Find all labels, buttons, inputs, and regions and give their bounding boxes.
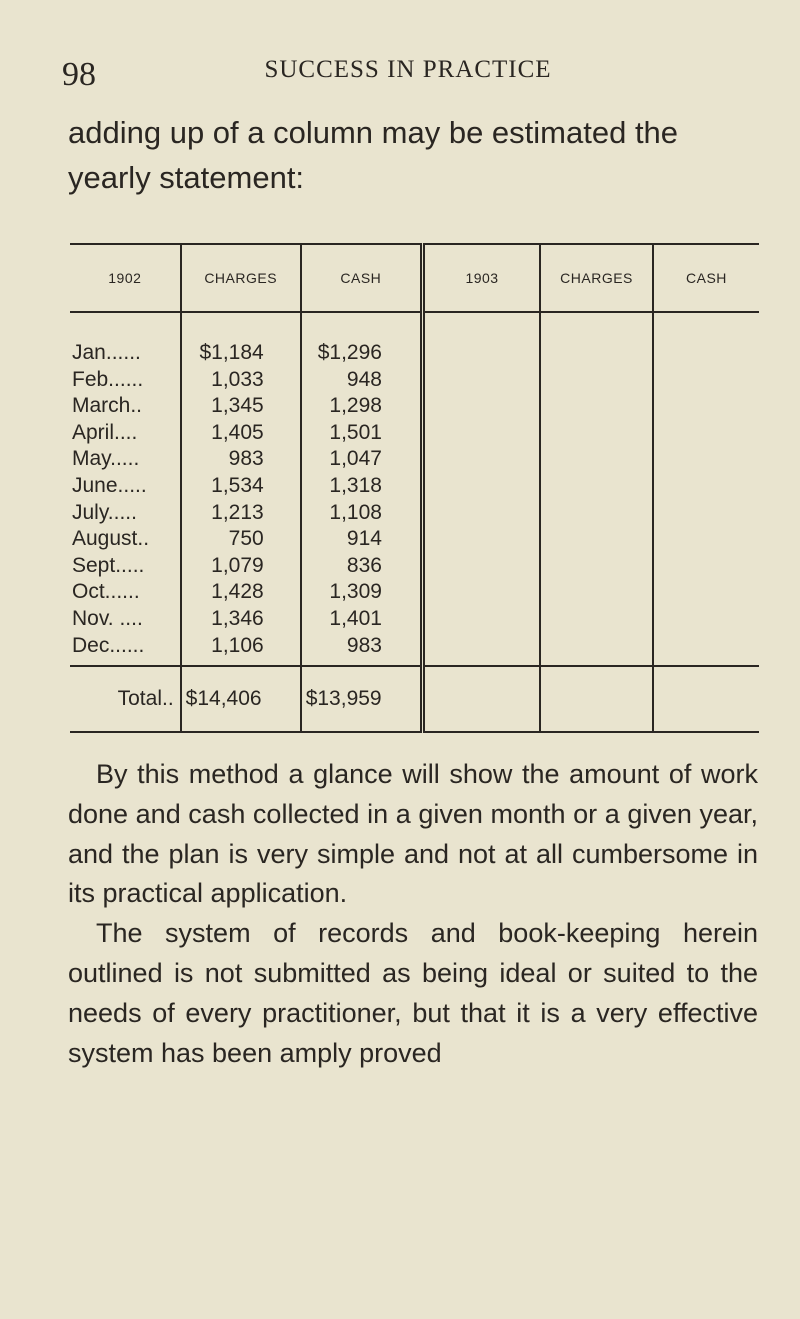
cash-value: 914	[346, 527, 382, 551]
charges-1902-column	[181, 312, 301, 666]
charges-value: 1,033	[211, 367, 264, 391]
month-label: July.....	[72, 500, 137, 524]
charges-value: 1,079	[211, 553, 264, 577]
cash-value: 1,108	[329, 500, 382, 524]
cash-value: $1,296	[317, 341, 382, 364]
month-label: Feb......	[72, 367, 144, 391]
cash-value: 1,309	[329, 580, 382, 604]
header-charges-1902: CHARGES	[181, 244, 301, 312]
month-label: Dec......	[72, 633, 145, 657]
charges-value: $1,184	[199, 341, 264, 364]
page-number: 98	[62, 56, 96, 93]
cash-value: 1,501	[329, 420, 382, 444]
month-label: Sept.....	[72, 553, 145, 577]
header-1903: 1903	[422, 244, 540, 312]
cash-1902-column	[301, 312, 423, 666]
yearly-statement-table	[70, 243, 759, 733]
cash-value: 1,401	[329, 606, 382, 630]
closing-paragraph-2: The system of records and book-keeping herein outlined is not submitted as being ideal or suited to the needs of every practitioner, but that it is a very effective system has been amply proved	[68, 918, 758, 1068]
cash-value: 836	[346, 553, 382, 577]
month-label: May.....	[72, 447, 140, 471]
total-cash: $13,959	[301, 666, 423, 732]
charges-value: 750	[228, 527, 264, 551]
total-row	[70, 666, 759, 732]
cash-value: 1,318	[329, 473, 382, 497]
cash-value: 983	[346, 633, 382, 657]
cash-value: 1,047	[329, 447, 382, 471]
charges-value: 1,213	[211, 500, 264, 524]
closing-text	[68, 755, 758, 1073]
month-column	[70, 312, 181, 666]
charges-value: 1,345	[211, 394, 264, 418]
charges-value: 1,428	[211, 580, 264, 604]
charges-value: 1,106	[211, 633, 264, 657]
month-label: March..	[72, 394, 143, 418]
header-cash-1902: CASH	[301, 244, 423, 312]
cash-value: 948	[346, 367, 382, 391]
charges-value: 983	[228, 447, 264, 471]
month-label: Jan......	[72, 341, 141, 364]
total-cash-1903-empty	[653, 666, 759, 732]
intro-paragraph: adding up of a column may be estimated the yearly statement:	[68, 115, 679, 195]
header-1902: 1902	[70, 244, 181, 312]
total-charges-1903-empty	[540, 666, 653, 732]
empty-cash-1903-column	[653, 312, 759, 666]
table-header-row	[70, 244, 759, 312]
running-head-title: SUCCESS IN PRACTICE	[264, 56, 552, 83]
empty-1903-column	[422, 312, 540, 666]
cash-value: 1,298	[329, 394, 382, 418]
closing-paragraph-1: By this method a glance will show the amount of work done and cash collected in a given month or a given year, and the plan is very simple and not at all cumbersome in its practical application.	[68, 759, 758, 909]
month-label: April....	[72, 420, 138, 444]
charges-value: 1,405	[211, 420, 264, 444]
month-label: June.....	[72, 473, 147, 497]
month-label: Oct......	[72, 580, 140, 604]
charges-value: 1,534	[211, 473, 264, 497]
total-charges: $14,406	[181, 666, 301, 732]
header-charges-1903: CHARGES	[540, 244, 653, 312]
monthly-rows	[70, 312, 759, 666]
month-label: August..	[72, 527, 150, 551]
total-label: Total..	[70, 666, 181, 732]
total-1903-empty	[422, 666, 540, 732]
empty-charges-1903-column	[540, 312, 653, 666]
charges-value: 1,346	[211, 606, 264, 630]
month-label: Nov. ....	[72, 606, 143, 630]
header-cash-1903: CASH	[653, 244, 759, 312]
